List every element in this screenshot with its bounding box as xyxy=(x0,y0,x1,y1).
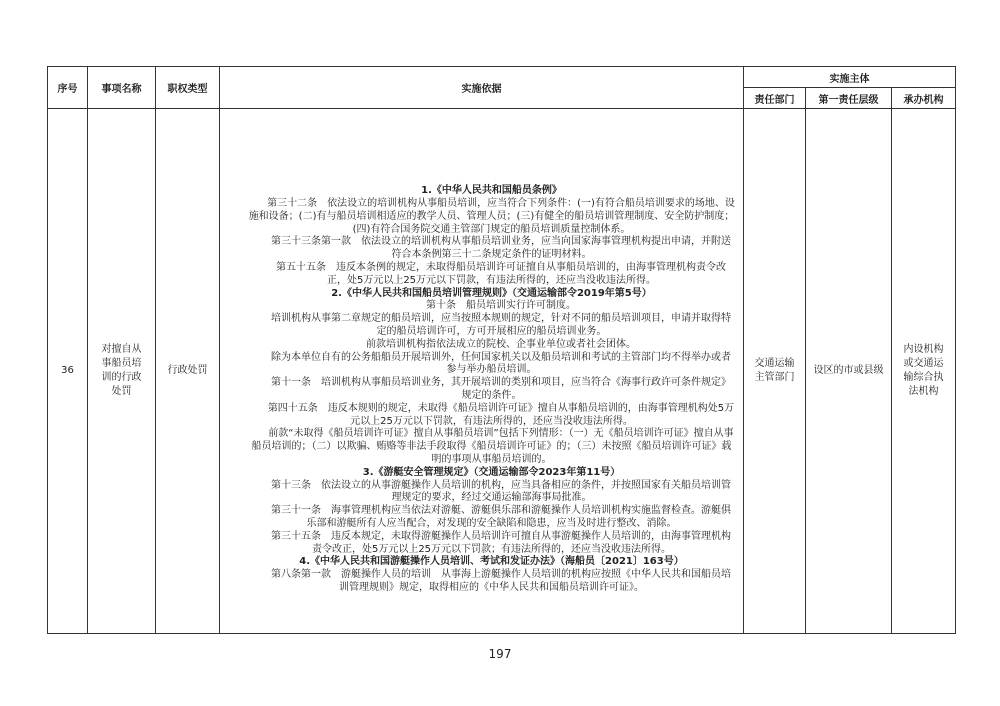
basis-paragraph: 前款“未取得《船员培训许可证》擅自从事船员培训”包括下列情形：（一）无《船员培训许可证》擅自从事船员培训的；（二）以欺骗、贿赂等非法手段取得《船员培训许可证》的；（三）未按照《船员培训许可证》载明的事项从事船员培训的。 xyxy=(251,428,734,465)
cell-level xyxy=(806,109,892,634)
basis-paragraph: 培训机构从事第二章规定的船员培训，应当按照本规则的规定，针对不同的船员培训项目，申请并取得特定的船员培训许可，方可开展相应的船员培训业务。 xyxy=(271,313,731,338)
seq-value: 36 xyxy=(61,365,74,376)
cell-power-type xyxy=(156,109,220,634)
basis-paragraph: 第五十五条 违反本条例的规定，未取得船员培训许可证擅自从事船员培训的，由海事管理机构责令改正，处5万元以上25万元以下罚款，有违法所得的，还应当没收违法所得。 xyxy=(276,262,726,286)
basis-paragraph: 第三十三条第一款 依法设立的培训机构从事船员培训业务，应当向国家海事管理机构提出申请，并附送符合本条例第三十二条规定条件的证明材料。 xyxy=(271,236,731,261)
cell-basis xyxy=(220,109,744,634)
basis-paragraph: 第八条第一款 游艇操作人员的培训 从事海上游艇操作人员培训的机构应按照《中华人民共和国船员培训管理规则》规定，取得相应的《中华人民共和国船员培训许可证》。 xyxy=(271,569,731,593)
basis-paragraph: 第四十五条 违反本规则的规定，未取得《船员培训许可证》擅自从事船员培训的，由海事管理机构处5万元以上25万元以下罚款，有违法所得的，还应当没收违法所得。 xyxy=(267,402,735,427)
header-row-1 xyxy=(48,67,956,88)
basis-law-title: 2.《中华人民共和国船员培训管理规则》（交通运输部令2019年第5号） xyxy=(331,287,652,299)
basis-paragraph: 除为本单位自有的公务船船员开展培训外，任何国家机关以及船员培训和考试的主管部门均不得举办或者参与举办船员培训。 xyxy=(271,351,731,376)
basis-paragraph: 第十一条 培训机构从事船员培训业务，其开展培训的类别和项目，应当符合《海事行政许可条件规定》规定的条件。 xyxy=(271,377,731,401)
level-value: 设区的市或县级 xyxy=(813,365,884,376)
matters-table xyxy=(47,66,956,634)
basis-paragraph: 第十条 船员培训实行许可制度。 xyxy=(426,300,576,312)
page-number: 197 xyxy=(488,647,512,661)
power-type-value: 行政处罚 xyxy=(167,365,208,376)
dept-value: 交通运输主管部门 xyxy=(754,358,795,383)
header-level: 第一责任层级 xyxy=(806,88,892,109)
header-dept: 责任部门 xyxy=(744,88,806,109)
cell-agency xyxy=(892,109,956,634)
basis-paragraph: 第十三条 依法设立的从事游艇操作人员培训的机构，应当具备相应的条件，并按照国家有关船员培训管理规定的要求，经过交通运输部海事局批准。 xyxy=(271,479,731,504)
basis-law-title: 3.《游艇安全管理规定》（交通运输部令2023年第11号） xyxy=(362,466,621,478)
cell-dept xyxy=(744,109,806,634)
item-name-value: 对擅自从事船员培训的行政处罚 xyxy=(101,344,142,397)
header-agency: 承办机构 xyxy=(892,88,956,109)
basis-text xyxy=(248,185,735,595)
basis-paragraph: 第三十一条 海事管理机构应当依法对游艇、游艇俱乐部和游艇操作人员培训机构实施监督检查。游艇俱乐部和游艇所有人应当配合，对发现的安全缺陷和隐患，应当及时进行整改、消除。 xyxy=(271,505,731,529)
basis-paragraph: 第三十二条 依法设立的培训机构从事船员培训，应当符合下列条件：(一)有符合船员培训要求的场地、设施和设备；(二)有与船员培训相适应的教学人员、管理人员；(三)有健全的船员培训管理制度、安全防护制度；(四)有符合国务院交通主管部门规定的船员培训质量控制体系。 xyxy=(248,198,735,235)
table-row xyxy=(48,109,956,634)
cell-seq xyxy=(48,109,88,634)
agency-value: 内设机构或交通运输综合执法机构 xyxy=(903,344,944,397)
basis-paragraph: 第三十五条 违反本规定，未取得游艇操作人员培训许可擅自从事游艇操作人员培训的，由海事管理机构责令改正，处5万元以上25万元以下罚款；有违法所得的，还应当没收违法所得。 xyxy=(271,530,731,555)
header-seq: 序号 xyxy=(48,67,88,109)
basis-law-title: 1.《中华人民共和国船员条例》 xyxy=(421,185,562,197)
basis-paragraph: 前款培训机构指依法成立的院校、企事业单位或者社会团体。 xyxy=(366,338,636,350)
header-basis: 实施依据 xyxy=(220,67,744,109)
cell-item-name xyxy=(88,109,156,634)
header-subject: 实施主体 xyxy=(744,67,956,88)
basis-law-title: 4.《中华人民共和国游艇操作人员培训、考试和发证办法》（海船员〔2021〕163号） xyxy=(299,556,684,568)
header-power-type: 职权类型 xyxy=(156,67,220,109)
header-item-name: 事项名称 xyxy=(88,67,156,109)
